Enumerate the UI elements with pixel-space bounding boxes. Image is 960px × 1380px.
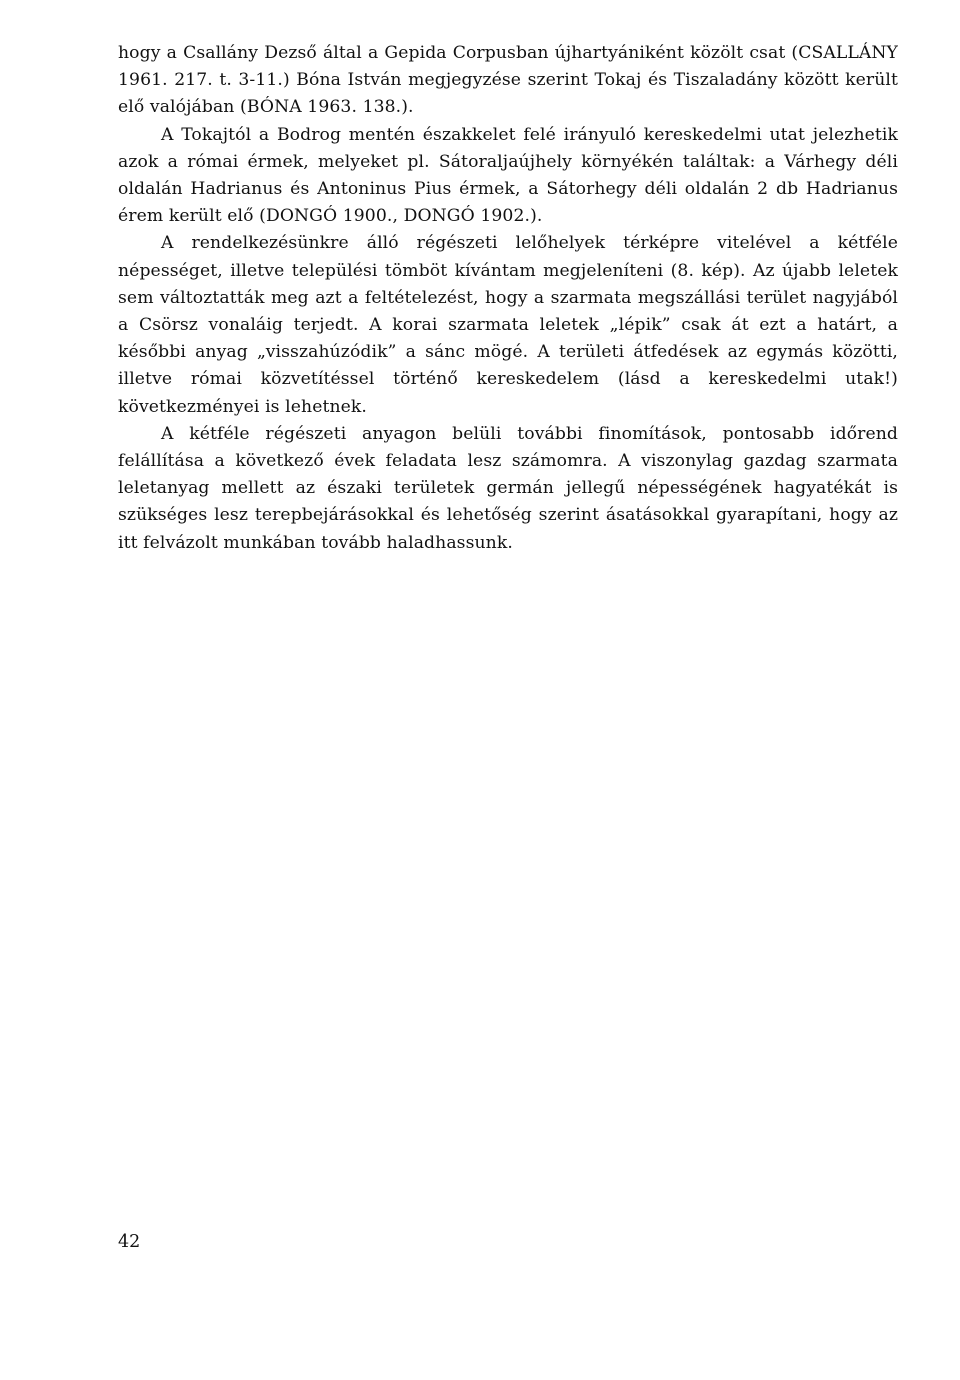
paragraph-4: A kétféle régészeti anyagon belüli további finomítások, pontosabb időrend felállítása a következő évek feladata lesz számomra. A viszonylag gazdag szarmata leletanyag mellett az északi területek germán jellegű népességének hagyatékát is szükséges lesz terepbejárásokkal és lehetőség szerint ásatásokkal gyarapítani, hogy az itt felvázolt munkában tovább haladhassunk.	[118, 423, 898, 553]
paragraph-2: A Tokajtól a Bodrog mentén északkelet felé irányuló kereskedelmi utat jelezhetik azok a római érmek, melyeket pl. Sátoraljaújhely környékén találtak: a Várhegy déli oldalán Hadrianus és Antoninus Pius érmek, a Sátorhegy déli oldalán 2 db Hadrianus érem került elő (DONGÓ 1900., DONGÓ 1902.).	[118, 124, 898, 227]
body-text	[118, 40, 898, 557]
page-number: 42	[118, 1232, 141, 1252]
paragraph-1: hogy a Csallány Dezső által a Gepida Corpusban újhartyániként közölt csat (CSALLÁNY 1961. 217. t. 3-11.) Bóna István megjegyzése szerint Tokaj és Tiszaladány között került elő valójában (BÓNA 1963. 138.).	[118, 43, 898, 118]
paragraph-3: A rendelkezésünkre álló régészeti lelőhelyek térképre vitelével a kétféle népességet, illetve települési tömböt kívántam megjeleníteni (8. kép). Az újabb leletek sem változtatták meg azt a feltételezést, hogy a szarmata megszállási terület nagyjából a Csörsz vonaláig terjedt. A korai szarmata leletek „lépik” csak át ezt a határt, a későbbi anyag „visszahúzódik” a sánc mögé. A területi átfedések az egymás közötti, illetve római közvetítéssel történő kereskedelem (lásd a kereskedelmi utak!) következményei is lehetnek.	[118, 233, 898, 417]
